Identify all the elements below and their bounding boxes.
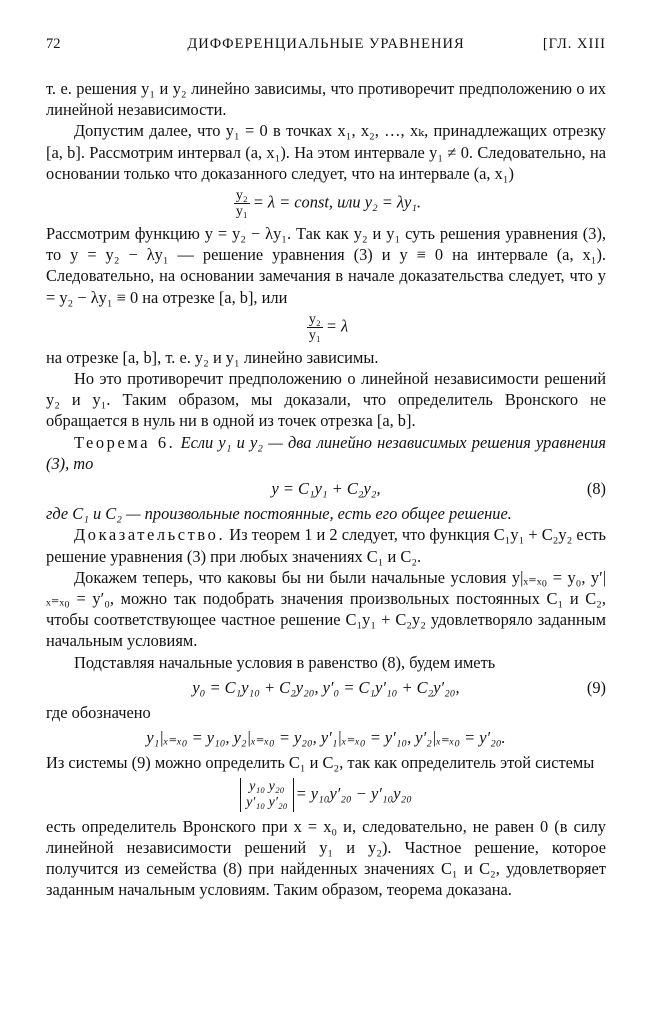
- determinant-row: y₁₀ y₂₀: [249, 778, 285, 794]
- equation-number: (8): [586, 479, 606, 499]
- formula-notation: [46, 727, 606, 748]
- equation-number: (9): [586, 677, 606, 697]
- theorem-label: Теорема 6.: [74, 432, 176, 452]
- paragraph-1: т. е. решения y₁ и y₂ линейно зависимы, что противоречит предположению о их линейной независимости.: [46, 79, 606, 120]
- theorem-statement: Если y₁ и y₂ — два линейно независимых решения уравнения (3), то: [46, 432, 606, 473]
- fraction-denominator: y₁: [235, 204, 248, 220]
- paragraph-10: где обозначено: [46, 703, 151, 723]
- paragraph-2: Допустим далее, что y₁ = 0 в точках x₁, x₂, …, xₖ, принадлежащих отрезку [a, b]. Рассмотрим интервал (a, x₁). На этом интервале y₁ ≠ 0. Следовательно, на основании только что доказанного следует, что на интервале (a, x₁): [46, 121, 606, 183]
- fraction-denominator: y₁: [308, 327, 321, 343]
- formula-general-solution: [46, 478, 606, 499]
- proof: [46, 524, 606, 566]
- formula-text: y = C₁y₁ + C₂y₂,: [271, 479, 381, 499]
- formula-ratio-lambda: [46, 312, 606, 343]
- formula-text: y₁|ₓ₌ₓ₀ = y₁₀, y₂|ₓ₌ₓ₀ = y₂₀, y′₁|ₓ₌ₓ₀ = y′₁₀, y′₂|ₓ₌ₓ₀ = y′₂₀.: [146, 728, 506, 748]
- paragraph-12: есть определитель Вронского при x = x₀ и, следовательно, не равен 0 (в силу линейной независимости решений y₁ и y₂). Частное решение, которое получится из семейства (8) при найденных значениях C₁ и C₂, удовлетворяет заданным начальным условиям. Таким образом, теорема доказана.: [46, 816, 606, 900]
- fraction-numerator: y₂: [235, 188, 248, 204]
- formula-text: = λ: [325, 316, 349, 336]
- page-number: 72: [46, 36, 61, 52]
- paragraph-5: Но это противоречит предположению о линейной независимости решений y₂ и y₁. Таким образом, мы доказали, что определитель Вронского не обращается в нуль ни в одной из точек отрезка [a, b].: [46, 369, 606, 431]
- paragraph-3: Рассмотрим функцию y = y₂ − λy₁. Так как y₂ и y₁ суть решения уравнения (3), то y = y₂ − λy₁ — решение уравнения (3) и y ≡ 0 на интервале (a, x₁). Следовательно, на основании замечания в начале доказательства следует, что y = y₂ − λy₁ ≡ 0 на отрезке [a, b], или: [46, 224, 606, 307]
- theorem-6: [46, 432, 606, 474]
- proof-label: Доказательство.: [74, 525, 226, 545]
- paragraph-4: на отрезке [a, b], т. е. y₂ и y₁ линейно зависимы.: [46, 347, 379, 367]
- theorem-statement-end: где C₁ и C₂ — произвольные постоянные, есть его общее решение.: [46, 504, 512, 524]
- running-header: [46, 34, 606, 58]
- formula-text: y₀ = C₁y₁₀ + C₂y₂₀, y′₀ = C₁y′₁₀ + C₂y′₂₀,: [192, 677, 460, 697]
- paragraph-6: [46, 503, 606, 524]
- formula-text: = λ = const, или y₂ = λy₁.: [252, 192, 422, 212]
- formula-system-9: [46, 677, 606, 698]
- formula-determinant: [46, 778, 606, 812]
- proof-text: Из теорем 1 и 2 следует, что функция C₁y₁ + C₂y₂ есть решение уравнения (3) при любых значениях C₁ и C₂.: [46, 525, 606, 566]
- paragraph-8: Докажем теперь, что каковы бы ни были начальные условия y|ₓ₌ₓ₀ = y₀, y′|ₓ₌ₓ₀ = y′₀, можно так подобрать значения произвольных постоянных C₁ и C₂, чтобы соответствующее частное решение C₁y₁ + C₂y₂ удовлетворяло заданным начальным условиям.: [46, 567, 606, 651]
- determinant-row: y′₁₀ y′₂₀: [246, 794, 288, 810]
- determinant: [240, 778, 294, 812]
- fraction-numerator: y₂: [308, 311, 321, 327]
- fraction: [307, 312, 323, 343]
- formula-text: = y₁₀y′₂₀ − y′₁₀y₂₀: [295, 783, 412, 803]
- fraction: [234, 188, 250, 219]
- formula-ratio-const: [46, 188, 606, 219]
- paragraph-9: Подставляя начальные условия в равенство (8), будем иметь: [74, 652, 496, 672]
- chapter-label: [ГЛ. XIII: [542, 36, 606, 52]
- running-title: ДИФФЕРЕНЦИАЛЬНЫЕ УРАВНЕНИЯ: [187, 36, 465, 52]
- page: [46, 34, 606, 901]
- paragraph-11: Из системы (9) можно определить C₁ и C₂, так как определитель этой системы: [46, 753, 595, 773]
